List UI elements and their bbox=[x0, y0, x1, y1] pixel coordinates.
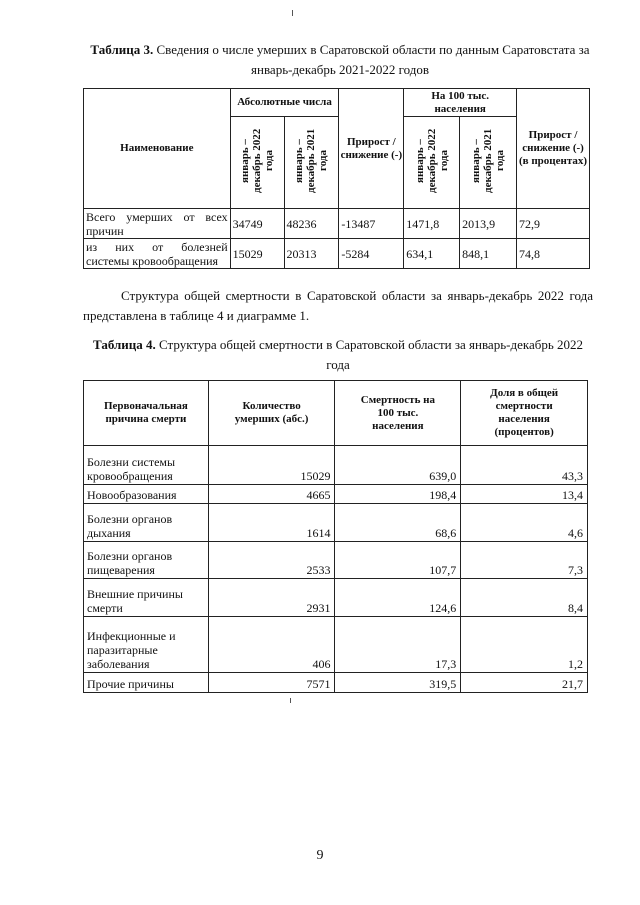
scan-mark bbox=[290, 698, 291, 703]
table3-row2-name bbox=[84, 239, 231, 269]
table-row bbox=[84, 542, 588, 579]
table4-row4-rate: 107,7 bbox=[335, 542, 461, 579]
table3-header-p-2022 bbox=[404, 117, 460, 209]
table4-row7-share: 21,7 bbox=[461, 673, 588, 693]
table3-row1-abs2021: 48236 bbox=[284, 209, 339, 239]
table3-row1-name bbox=[84, 209, 231, 239]
table3-header-growth: Прирост /снижение (-) bbox=[339, 89, 404, 209]
table3-header-name: Наименование bbox=[84, 89, 231, 209]
table3-row1-name-line1: Всего умерших от всех bbox=[86, 209, 228, 224]
page-number: 9 bbox=[316, 848, 324, 863]
table4-row6-share: 1,2 bbox=[461, 617, 588, 673]
table3-caption bbox=[80, 40, 600, 80]
table3-header-abs-2022-text: январь – декабрь 2022 года bbox=[239, 128, 276, 193]
table-row bbox=[84, 446, 588, 485]
table3-header-per100k: На 100 тыс. населения bbox=[404, 89, 517, 117]
table4-row6-cause: Инфекционные и паразитарные заболевания bbox=[84, 617, 209, 673]
table4-row1-share: 43,3 bbox=[461, 446, 588, 485]
table4-row2-count: 4665 bbox=[208, 485, 335, 504]
table3-row1-abs2022: 34749 bbox=[230, 209, 284, 239]
table3-header-p-2021-text: январь – декабрь 2021 года bbox=[470, 128, 507, 193]
table4-header-rate: Смертность на 100 тыс. населения bbox=[335, 381, 461, 446]
table3-header-abs-2021-text: январь – декабрь 2021 года bbox=[293, 128, 330, 193]
table4-row7-rate: 319,5 bbox=[335, 673, 461, 693]
table4-row6-rate: 17,3 bbox=[335, 617, 461, 673]
table3 bbox=[83, 88, 590, 269]
table3-header-p-2021 bbox=[460, 117, 517, 209]
table-row bbox=[84, 504, 588, 542]
table4-row7-cause: Прочие причины bbox=[84, 673, 209, 693]
table3-row2-abs2021: 20313 bbox=[284, 239, 339, 269]
table3-caption-text: Сведения о числе умерших в Саратовской области по данным Саратовстата за январь-декабрь 2021-2022 годов bbox=[153, 42, 590, 77]
table4-row1-cause: Болезни системы кровообращения bbox=[84, 446, 209, 485]
table4-row5-rate: 124,6 bbox=[335, 579, 461, 617]
table4 bbox=[83, 380, 588, 693]
table4-row6-count: 406 bbox=[208, 617, 335, 673]
table3-header-absolute: Абсолютные числа bbox=[230, 89, 339, 117]
table3-row1-pct: 72,9 bbox=[517, 209, 590, 239]
table3-row1-p2022: 1471,8 bbox=[404, 209, 460, 239]
table4-row2-rate: 198,4 bbox=[335, 485, 461, 504]
table3-row2-abs2022: 15029 bbox=[230, 239, 284, 269]
table4-row4-share: 7,3 bbox=[461, 542, 588, 579]
table-row bbox=[84, 209, 590, 239]
scan-mark bbox=[292, 10, 293, 16]
table3-row1-growth: -13487 bbox=[339, 209, 404, 239]
table4-row2-share: 13,4 bbox=[461, 485, 588, 504]
table4-row5-cause: Внешние причины смерти bbox=[84, 579, 209, 617]
table4-header-share: Доля в общей смертности населения (процентов) bbox=[461, 381, 588, 446]
table4-row3-share: 4,6 bbox=[461, 504, 588, 542]
table-row bbox=[84, 617, 588, 673]
table3-row2-p2022: 634,1 bbox=[404, 239, 460, 269]
table4-row5-count: 2931 bbox=[208, 579, 335, 617]
table4-caption bbox=[83, 335, 593, 375]
table4-caption-label: Таблица 4. bbox=[92, 337, 156, 352]
table4-row4-count: 2533 bbox=[208, 542, 335, 579]
table4-header-count: Количество умерших (абс.) bbox=[208, 381, 335, 446]
table4-row1-rate: 639,0 bbox=[335, 446, 461, 485]
table4-row1-count: 15029 bbox=[208, 446, 335, 485]
table4-row5-share: 8,4 bbox=[461, 579, 588, 617]
table3-header-abs-2021 bbox=[284, 117, 339, 209]
table-row bbox=[84, 485, 588, 504]
table3-row2-p2021: 848,1 bbox=[460, 239, 517, 269]
table3-row1-name-line2: причин bbox=[86, 223, 124, 238]
table3-row2-pct: 74,8 bbox=[517, 239, 590, 269]
table3-row1-p2021: 2013,9 bbox=[460, 209, 517, 239]
table4-row3-cause: Болезни органов дыхания bbox=[84, 504, 209, 542]
table4-row3-count: 1614 bbox=[208, 504, 335, 542]
table-row bbox=[84, 239, 590, 269]
table4-row3-rate: 68,6 bbox=[335, 504, 461, 542]
table3-row2-growth: -5284 bbox=[339, 239, 404, 269]
table3-row2-name-line2: системы кровообращения bbox=[86, 253, 219, 268]
body-paragraph: Структура общей смертности в Саратовской области за январь-декабрь 2022 года представлена в таблице 4 и диаграмме 1. bbox=[83, 288, 593, 323]
table3-header-abs-2022 bbox=[230, 117, 284, 209]
table3-header-growth-pct: Прирост /снижение (-) (в процентах) bbox=[517, 89, 590, 209]
table4-row2-cause: Новообразования bbox=[84, 485, 209, 504]
table4-row4-cause: Болезни органов пищеварения bbox=[84, 542, 209, 579]
table4-header-cause: Первоначальная причина смерти bbox=[84, 381, 209, 446]
table4-row7-count: 7571 bbox=[208, 673, 335, 693]
table3-header-p-2022-text: январь – декабрь 2022 года bbox=[413, 128, 450, 193]
table3-row2-name-line1: из них от болезней bbox=[86, 239, 228, 254]
table-row bbox=[84, 673, 588, 693]
table4-caption-text: Структура общей смертности в Саратовской области за январь-декабрь 2022 года bbox=[155, 337, 584, 372]
table3-caption-label: Таблица 3. bbox=[90, 42, 154, 57]
table-row bbox=[84, 579, 588, 617]
